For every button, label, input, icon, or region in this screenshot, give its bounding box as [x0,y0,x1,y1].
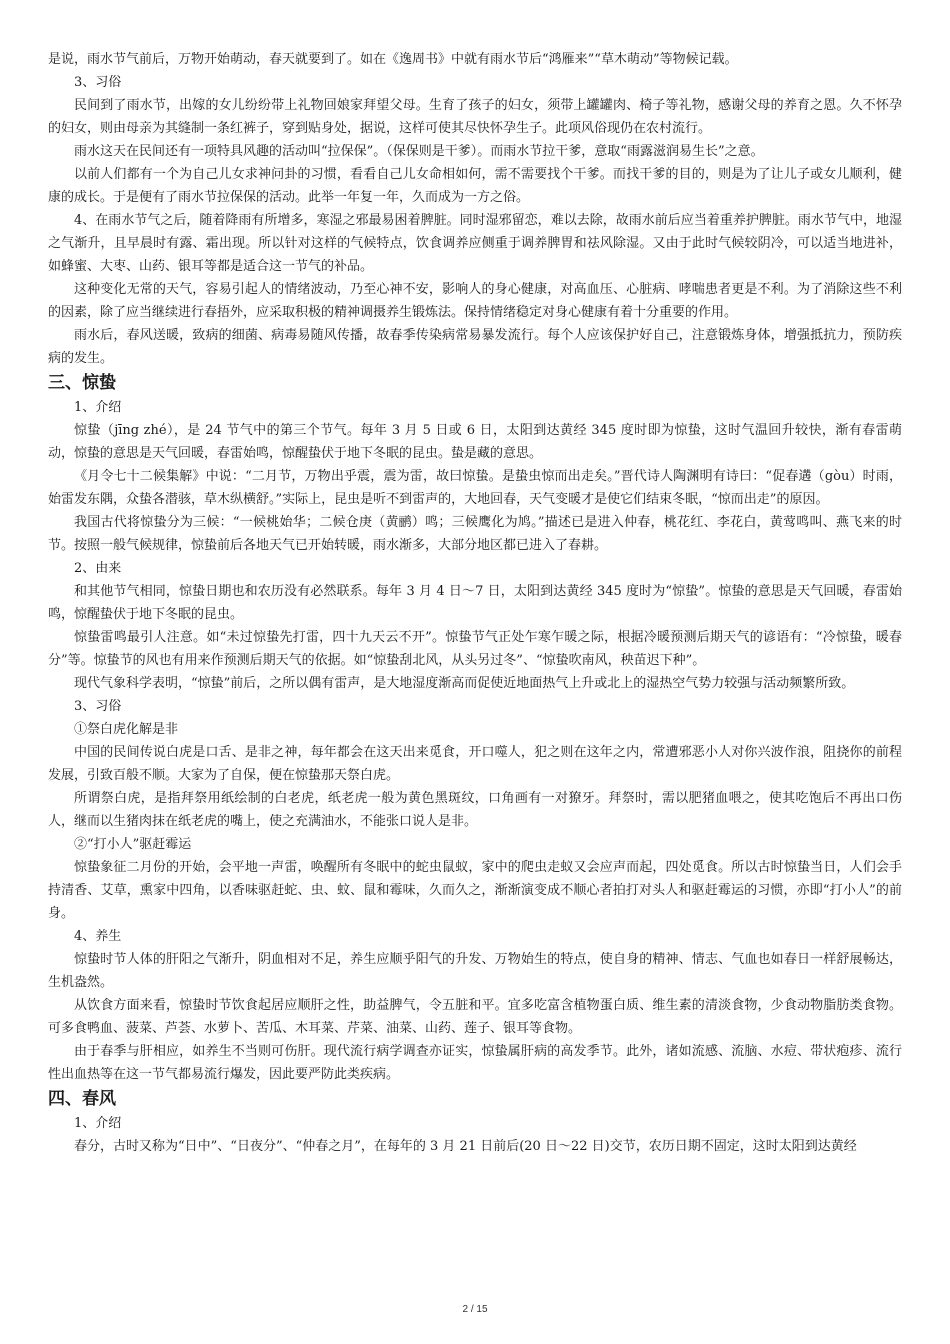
paragraph: 由于春季与肝相应，如养生不当则可伤肝。现代流行病学调查亦证实，惊蛰属肝病的高发季节。此外，诸如流感、流脑、水痘、带状疱疹、流行性出血热等在这一节气都易流行爆发，因此要严防此类疾病。 [48,1044,902,1082]
paragraph: 雨水后，春风送暖，致病的细菌、病毒易随风传播，故春季传染病常易暴发流行。每个人应该保护好自己，注意锻炼身体，增强抵抗力，预防疾病的发生。 [48,328,902,366]
paragraph: 是说，雨水节气前后，万物开始萌动，春天就要到了。如在《逸周书》中就有雨水节后“鸿雁来”“草木萌动”等物候记载。 [48,52,738,67]
paragraph: 雨水这天在民间还有一项特具风趣的活动叫“拉保保”。（保保则是干爹）。而雨水节拉干爹，意取“雨露滋润易生长”之意。 [74,144,764,159]
paragraph: 惊蛰雷鸣最引人注意。如“未过惊蛰先打雷，四十九天云不开”。惊蛰节气正处乍寒乍暖之际，根据冷暖预测后期天气的谚语有：“冷惊蛰，暖春分”等。惊蛰节的风也有用来作预测后期天气的依据。如“惊蛰刮北风，从头另过冬”、“惊蛰吹南风，秧苗迟下种”。 [48,630,902,668]
paragraph: 春分，古时又称为“日中”、“日夜分”、“仲春之月”，在每年的 3 月 21 日前后(20 日～22 日)交节，农历日期不固定，这时太阳到达黄经 [74,1139,857,1154]
page-number: 2 / 15 [462,1304,488,1315]
subsection-label: ①祭白虎化解是非 [74,722,179,737]
subsection-label: 1、介绍 [74,400,122,415]
section-heading: 四、春风 [48,1089,116,1109]
paragraph: 中国的民间传说白虎是口舌、是非之神，每年都会在这天出来觅食，开口噬人，犯之则在这年之内，常遭邪恶小人对你兴波作浪，阻挠你的前程发展，引致百般不顺。大家为了自保，便在惊蛰那天祭白虎。 [48,745,902,783]
subsection-label: 4、养生 [74,929,122,944]
paragraph: 从饮食方面来看，惊蛰时节饮食起居应顺肝之性，助益脾气，令五脏和平。宜多吃富含植物蛋白质、维生素的清淡食物，少食动物脂肪类食物。可多食鸭血、菠菜、芦荟、水萝卜、苦瓜、木耳菜、芹菜、油菜、山药、莲子、银耳等食物。 [48,998,902,1036]
subsection-label: 3、习俗 [74,75,122,90]
paragraph: 这种变化无常的天气，容易引起人的情绪波动，乃至心神不安，影响人的身心健康，对高血压、心脏病、哮喘患者更是不利。为了消除这些不利的因素，除了应当继续进行春捂外，应采取积极的精神调摄养生锻炼法。保持情绪稳定对身心健康有着十分重要的作用。 [48,282,902,320]
paragraph: 惊蛰（jīng zhé），是 24 节气中的第三个节气。每年 3 月 5 日或 6 日，太阳到达黄经 345 度时即为惊蛰，这时气温回升较快，渐有春雷萌动，惊蛰的意思是天气回暖，春雷始鸣，惊醒蛰伏于地下冬眠的昆虫。蛰是藏的意思。 [48,423,902,461]
paragraph: 《月令七十二候集解》中说：“二月节，万物出乎震，震为雷，故曰惊蛰。是蛰虫惊而出走矣。”晋代诗人陶渊明有诗曰：“促春遘（gòu）时雨，始雷发东隅，众蛰各潜骇，草木纵横舒。”实际上，昆虫是听不到雷声的，大地回春，天气变暖才是使它们结束冬眠，“惊而出走”的原因。 [48,469,902,507]
subsection-label: ②“打小人”驱赶霉运 [74,837,192,852]
paragraph: 惊蛰时节人体的肝阳之气渐升，阴血相对不足，养生应顺乎阳气的升发、万物始生的特点，使自身的精神、情志、气血也如春日一样舒展畅达，生机盎然。 [48,952,902,990]
subsection-label: 3、习俗 [74,699,122,714]
paragraph: 现代气象科学表明，“惊蛰”前后，之所以偶有雷声，是大地湿度渐高而促使近地面热气上升或北上的湿热空气势力较强与活动频繁所致。 [74,676,855,691]
paragraph: 和其他节气相同，惊蛰日期也和农历没有必然联系。每年 3 月 4 日～7 日，太阳到达黄经 345 度时为“惊蛰”。惊蛰的意思是天气回暖，春雷始鸣，惊醒蛰伏于地下冬眠的昆虫。 [48,584,902,622]
paragraph: 我国古代将惊蛰分为三候：“一候桃始华；二候仓庚（黄鹂）鸣；三候鹰化为鸠。”描述已是进入仲春，桃花红、李花白，黄莺鸣叫、燕飞来的时节。按照一般气候规律，惊蛰前后各地天气已开始转暖，雨水渐多，大部分地区都已进入了春耕。 [48,515,902,553]
paragraph: 所谓祭白虎，是指拜祭用纸绘制的白老虎，纸老虎一般为黄色黑斑纹，口角画有一对獠牙。拜祭时，需以肥猪血喂之，使其吃饱后不再出口伤人，继而以生猪肉抹在纸老虎的嘴上，使之充满油水，不能张口说人是非。 [48,791,902,829]
paragraph: 4、在雨水节气之后，随着降雨有所增多，寒湿之邪最易困着脾脏。同时湿邪留恋，难以去除，故雨水前后应当着重养护脾脏。雨水节气中，地湿之气渐升，且早晨时有露、霜出现。所以针对这样的气候特点，饮食调养应侧重于调养脾胃和祛风除湿。又由于此时气候较阴冷，可以适当地进补，如蜂蜜、大枣、山药、银耳等都是适合这一节气的补品。 [48,213,902,274]
section-heading: 三、惊蛰 [48,373,116,393]
paragraph: 民间到了雨水节，出嫁的女儿纷纷带上礼物回娘家拜望父母。生育了孩子的妇女，须带上罐罐肉、椅子等礼物，感谢父母的养育之恩。久不怀孕的妇女，则由母亲为其缝制一条红裤子，穿到贴身处，据说，这样可使其尽快怀孕生子。此项风俗现仍在农村流行。 [48,98,902,136]
paragraph: 以前人们都有一个为自己儿女求神问卦的习惯，看看自己儿女命相如何，需不需要找个干爹。而找干爹的目的，则是为了让儿子或女儿顺利，健康的成长。于是便有了雨水节拉保保的活动。此举一年复一年，久而成为一方之俗。 [48,167,902,205]
subsection-label: 1、介绍 [74,1116,122,1131]
paragraph: 惊蛰象征二月份的开始，会平地一声雷，唤醒所有冬眠中的蛇虫鼠蚁，家中的爬虫走蚁又会应声而起，四处觅食。所以古时惊蛰当日，人们会手持清香、艾草，熏家中四角，以香味驱赶蛇、虫、蚊、鼠和霉味，久而久之，渐渐演变成不顺心者拍打对头人和驱赶霉运的习惯，亦即“打小人”的前身。 [48,860,902,921]
subsection-label: 2、由来 [74,561,122,576]
